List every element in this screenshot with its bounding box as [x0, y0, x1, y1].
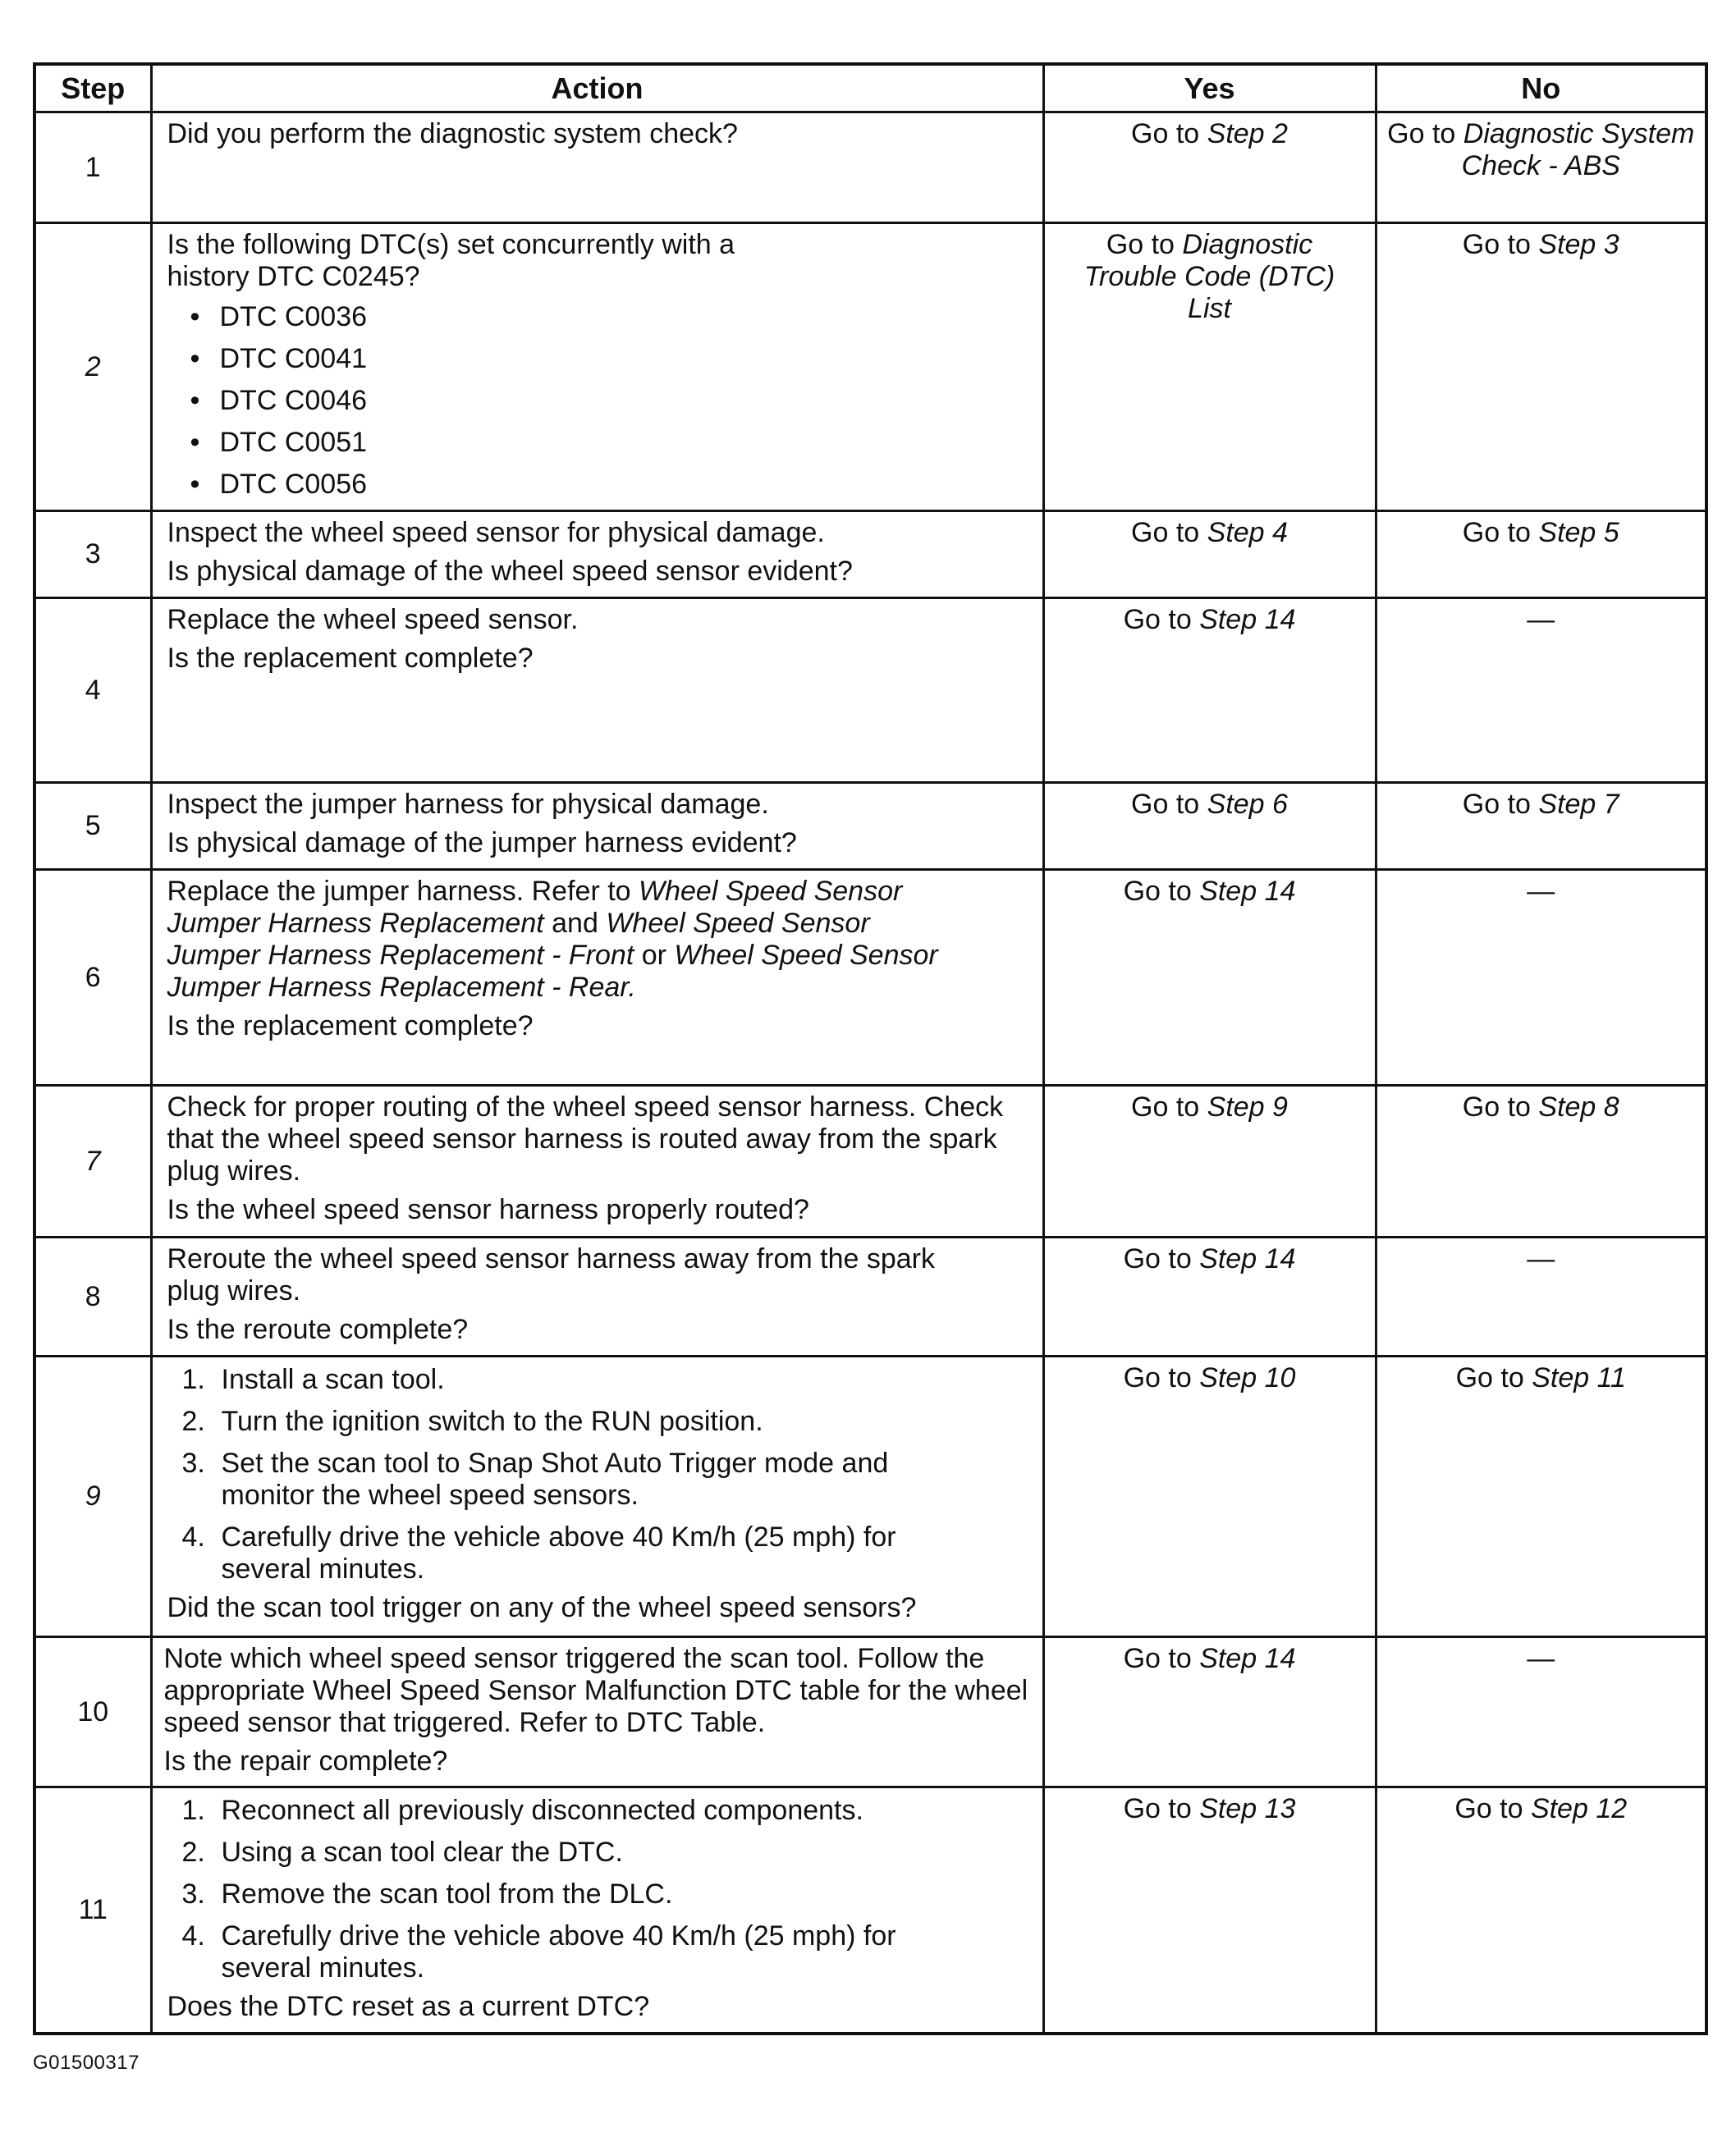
step-number: 9	[34, 1357, 151, 1637]
no-result[interactable]: Go to Step 5	[1462, 517, 1619, 548]
yes-cell	[1043, 783, 1376, 870]
action-cell	[151, 112, 1043, 223]
yes-cell	[1043, 598, 1376, 783]
action-question: Is the repair complete?	[163, 1746, 448, 1777]
action-question: Is the reroute complete?	[167, 1314, 469, 1345]
list-item: 2. Using a scan tool clear the DTC.	[181, 1837, 623, 1868]
table-row	[34, 783, 1706, 870]
header-action: Action	[151, 64, 1043, 112]
yes-result[interactable]: Go to Step 14	[1123, 604, 1296, 635]
table-header-row	[34, 64, 1706, 112]
list-item: • DTC C0051	[190, 427, 796, 459]
action-question: Is the replacement complete?	[167, 643, 534, 674]
action-cell	[151, 1787, 1043, 2034]
yes-result[interactable]: Go to Diagnostic Trouble Code (DTC) List	[1083, 229, 1335, 324]
yes-result[interactable]: Go to Step 10	[1123, 1362, 1296, 1393]
yes-cell	[1043, 1637, 1376, 1787]
yes-cell	[1043, 112, 1376, 223]
step-number: 8	[34, 1238, 151, 1357]
action-text: Reroute the wheel speed sensor harness away from the spark plug wires.	[167, 1243, 935, 1306]
yes-result[interactable]: Go to Step 14	[1123, 1243, 1296, 1274]
table-row	[34, 1787, 1706, 2034]
action-text: Replace the jumper harness. Refer to Wheel Speed Sensor Jumper Harness Replacement and Wheel Speed Sensor Jumper Harness Replacement - Front or Wheel Speed Sensor Jumper Harness Replacement - Rear.	[167, 876, 938, 1003]
no-cell	[1376, 1637, 1706, 1787]
table-row	[34, 598, 1706, 783]
yes-cell	[1043, 1238, 1376, 1357]
yes-cell	[1043, 1787, 1376, 2034]
no-cell	[1376, 511, 1706, 598]
no-cell	[1376, 112, 1706, 223]
header-yes: Yes	[1043, 64, 1376, 112]
action-cell	[151, 870, 1043, 1086]
list-item: 3. Set the scan tool to Snap Shot Auto Trigger mode and monitor the wheel speed sensors.	[181, 1448, 889, 1511]
no-cell	[1376, 223, 1706, 511]
list-item: • DTC C0041	[190, 343, 796, 375]
reference-link[interactable]: Wheel Speed Sensor Jumper Harness Replacement - Rear.	[167, 940, 938, 1003]
action-cell	[151, 598, 1043, 783]
no-cell	[1376, 1086, 1706, 1238]
action-text: Note which wheel speed sensor triggered the scan tool. Follow the appropriate Wheel Speed Sensor Malfunction DTC table for the wheel speed sensor that triggered. Refer to DTC Table.	[163, 1643, 1028, 1738]
yes-cell	[1043, 1086, 1376, 1238]
list-item: 4. Carefully drive the vehicle above 40 Km/h (25 mph) for several minutes.	[181, 1522, 896, 1585]
list-item: 2. Turn the ignition switch to the RUN position.	[181, 1406, 763, 1437]
yes-result[interactable]: Go to Step 2	[1131, 118, 1288, 149]
figure-id: G01500317	[33, 2052, 140, 2074]
no-cell	[1376, 1357, 1706, 1637]
no-cell	[1376, 598, 1706, 783]
no-cell	[1376, 1238, 1706, 1357]
action-text: Did you perform the diagnostic system check?	[167, 118, 738, 149]
no-result[interactable]: Go to Step 3	[1462, 229, 1619, 260]
header-no: No	[1376, 64, 1706, 112]
reference-link[interactable]: Wheel Speed Sensor Jumper Harness Replacement	[167, 876, 903, 939]
reference-link[interactable]: Wheel Speed Sensor Jumper Harness Replacement - Front	[167, 908, 870, 971]
header-step: Step	[34, 64, 151, 112]
yes-result[interactable]: Go to Step 4	[1131, 517, 1288, 548]
list-item: 1. Reconnect all previously disconnected components.	[181, 1795, 863, 1826]
no-result-dash: —	[1527, 1243, 1555, 1274]
table-row	[34, 870, 1706, 1086]
yes-cell	[1043, 870, 1376, 1086]
no-result[interactable]: Go to Step 12	[1454, 1793, 1628, 1824]
table-row	[34, 511, 1706, 598]
no-result[interactable]: Go to Step 8	[1462, 1091, 1619, 1123]
yes-result[interactable]: Go to Step 14	[1123, 876, 1296, 907]
no-cell	[1376, 783, 1706, 870]
list-item: 3. Remove the scan tool from the DLC.	[181, 1878, 673, 1910]
no-result[interactable]: Go to Diagnostic System Check - ABS	[1387, 118, 1695, 181]
procedure-list	[167, 1364, 960, 1586]
dtc-code-list	[167, 301, 796, 501]
step-number: 7	[34, 1086, 151, 1238]
action-cell	[151, 1086, 1043, 1238]
no-result-dash: —	[1527, 604, 1555, 635]
step-number: 5	[34, 783, 151, 870]
diagnostic-steps-table	[33, 62, 1708, 2035]
action-text: Inspect the jumper harness for physical damage.	[167, 789, 769, 820]
list-item: • DTC C0036	[190, 301, 796, 333]
table-row	[34, 1238, 1706, 1357]
dtc-diagnostic-table	[33, 62, 1705, 2035]
action-question: Does the DTC reset as a current DTC?	[167, 1991, 650, 2022]
yes-cell	[1043, 511, 1376, 598]
action-text: Check for proper routing of the wheel speed sensor harness. Check that the wheel speed sensor harness is routed away from the spark plug wires.	[167, 1091, 1004, 1187]
action-cell	[151, 783, 1043, 870]
table-row	[34, 1637, 1706, 1787]
yes-result[interactable]: Go to Step 13	[1123, 1793, 1296, 1824]
action-cell	[151, 1238, 1043, 1357]
table-row	[34, 223, 1706, 511]
list-item: 4. Carefully drive the vehicle above 40 Km/h (25 mph) for several minutes.	[181, 1920, 896, 1984]
action-cell	[151, 1357, 1043, 1637]
step-number: 4	[34, 598, 151, 783]
no-result[interactable]: Go to Step 7	[1462, 789, 1619, 820]
action-cell	[151, 511, 1043, 598]
action-text: Replace the wheel speed sensor.	[167, 604, 579, 635]
no-result-dash: —	[1527, 1643, 1555, 1674]
no-cell	[1376, 1787, 1706, 2034]
action-question: Is the replacement complete?	[167, 1010, 534, 1041]
step-number: 1	[34, 112, 151, 223]
yes-result[interactable]: Go to Step 6	[1131, 789, 1288, 820]
yes-cell	[1043, 1357, 1376, 1637]
table-row	[34, 1357, 1706, 1637]
no-result[interactable]: Go to Step 11	[1455, 1362, 1626, 1393]
action-cell	[151, 223, 1043, 511]
action-question: Did the scan tool trigger on any of the wheel speed sensors?	[167, 1592, 917, 1623]
action-question: Is the wheel speed sensor harness properly routed?	[167, 1194, 809, 1225]
step-number: 6	[34, 870, 151, 1086]
table-row	[34, 112, 1706, 223]
step-number: 10	[34, 1637, 151, 1787]
no-result-dash: —	[1527, 876, 1555, 907]
yes-result[interactable]: Go to Step 14	[1123, 1643, 1296, 1674]
list-item: 1. Install a scan tool.	[181, 1364, 445, 1395]
action-question: Is physical damage of the wheel speed sensor evident?	[167, 556, 853, 587]
yes-cell	[1043, 223, 1376, 511]
step-number: 11	[34, 1787, 151, 2034]
action-text: Inspect the wheel speed sensor for physical damage.	[167, 517, 825, 548]
step-number: 2	[34, 223, 151, 511]
step-number: 3	[34, 511, 151, 598]
table-row	[34, 1086, 1706, 1238]
list-item: • DTC C0046	[190, 385, 796, 417]
action-text: Is the following DTC(s) set concurrently with a history DTC C0245?	[167, 229, 735, 292]
no-cell	[1376, 870, 1706, 1086]
list-item: • DTC C0056	[190, 469, 796, 501]
yes-result[interactable]: Go to Step 9	[1131, 1091, 1288, 1123]
procedure-list	[167, 1795, 960, 1984]
action-question: Is physical damage of the jumper harness evident?	[167, 827, 797, 858]
action-cell	[151, 1637, 1043, 1787]
